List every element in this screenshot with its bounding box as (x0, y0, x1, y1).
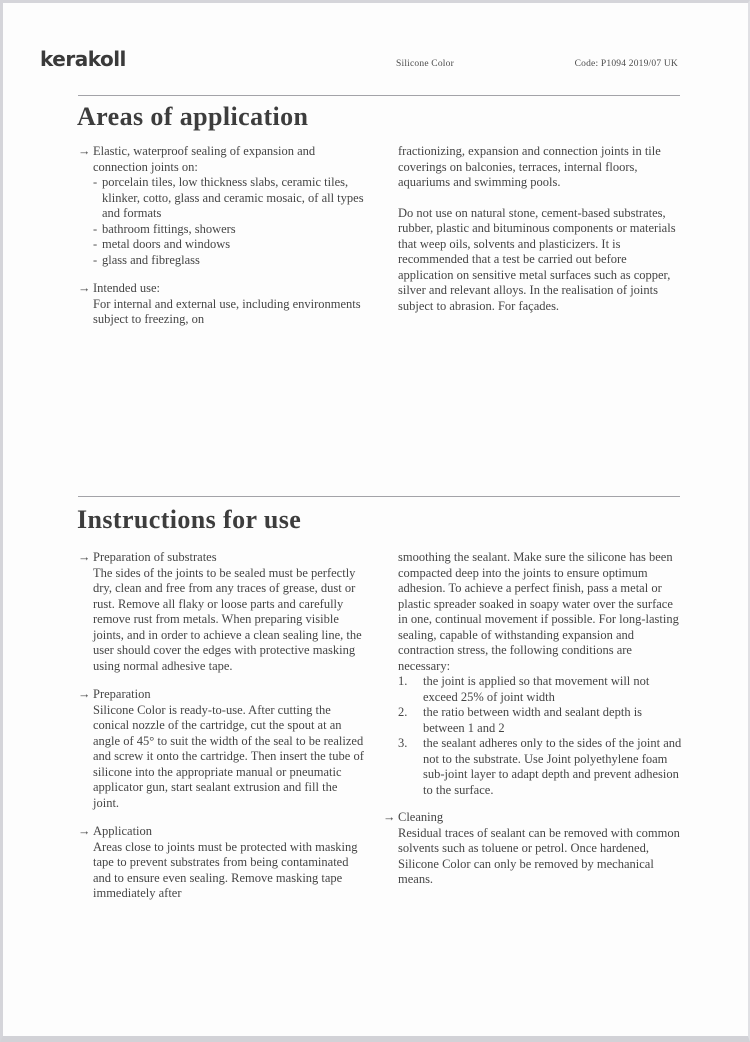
list-text: the sealant adheres only to the sides of the joint and not to the substrate. Use Joint polyethylene foam sub-joint layer to adapt depth and prevent adhesion to the surface. (423, 736, 682, 797)
instructions-columns (78, 550, 684, 902)
product-name: Silicone Color (396, 59, 454, 69)
sub-list-text: metal doors and windows (102, 237, 231, 251)
sub-heading: Application (93, 824, 153, 838)
arrow-marker-icon: → (78, 687, 91, 701)
areas-right-column (398, 144, 684, 328)
list-number: 2. (398, 705, 408, 719)
sub-list-text: porcelain tiles, low thickness slabs, ceramic tiles, klinker, cotto, glass and ceramic mosaic, of all types and formats (102, 175, 364, 220)
numbered-list-item (398, 736, 684, 798)
sub-heading: Preparation (93, 687, 151, 701)
paragraph: The sides of the joints to be sealed must be perfectly dry, clean and free from any traces of grease, dust or rust. Remove all flaky or loose parts and carefully remove rust from metals. When preparing visible joints, and in order to achieve a clean sealing line, the user should cover the edges with protective masking using normal adhesive tape. (93, 565, 362, 673)
paragraph: Silicone Color is ready-to-use. After cutting the conical nozzle of the cartridge, cut the spout at an angle of 45° to suit the width of the seal to be realized and screw it onto the cartridge. Then insert the tube of silicone into the appropriate manual or pneumatic applicator gun, start sealant extrusion and fill the joint. (93, 702, 364, 810)
document-code: Code: P1094 2019/07 UK (574, 59, 678, 69)
instructions-for-use-title: Instructions for use (77, 505, 302, 534)
areas-bullet-sealing (78, 144, 366, 268)
bullet-preparation (78, 687, 366, 811)
dash-marker-icon: - (93, 221, 98, 236)
arrow-marker-icon: → (78, 281, 91, 295)
numbered-list-item (398, 674, 684, 705)
bullet-cleaning (383, 810, 684, 888)
list-number: 1. (398, 674, 408, 688)
arrow-marker-icon: → (78, 824, 91, 838)
paragraph: Do not use on natural stone, cement-based substrates, rubber, plastic and bituminous components or materials that weep oils, solvents and plasticizers. It is recommended that a test be carried out before application on sensitive metal surfaces such as copper, silver and relevant alloys. In the realisation of joints subject to abrasion. For façades. (398, 205, 676, 313)
list-text: the ratio between width and sealant depth is between 1 and 2 (423, 705, 643, 735)
numbered-list-item (398, 705, 684, 736)
arrow-marker-icon: → (383, 810, 396, 824)
paragraph: fractionizing, expansion and connection joints in tile coverings on balconies, terraces, internal floors, aquariums and swimming pools. (398, 144, 661, 189)
bullet-application (78, 824, 366, 902)
paragraph: smoothing the sealant. Make sure the silicone has been compacted deep into the joints to ensure optimum adhesion. To achieve a perfect finish, pass a metal or plastic spreader soaked in soapy water over the surface in one, continual movement if possible. For long-lasting sealing, capable of withstanding expansion and contraction stress, the following conditions are necessary: (398, 550, 679, 673)
list-number: 3. (398, 736, 408, 750)
sub-heading: Intended use: (93, 281, 160, 295)
dash-marker-icon: - (93, 237, 98, 251)
arrow-marker-icon: → (78, 550, 91, 564)
arrow-marker-icon: → (78, 144, 91, 158)
paragraph: Areas close to joints must be protected with masking tape to prevent substrates from being contaminated and to ensure even sealing. Remove masking tape immediately after (93, 839, 358, 900)
sub-heading: Cleaning (398, 810, 444, 824)
header-divider (78, 95, 680, 96)
sub-heading: Preparation of substrates (93, 550, 217, 564)
kerakoll-logo: kerakoll (40, 47, 126, 71)
dash-marker-icon: - (93, 175, 98, 189)
areas-bullet-intended-use (78, 281, 366, 328)
sub-list-item (93, 175, 366, 222)
paragraph: Elastic, waterproof sealing of expansion and connection joints on: (93, 144, 316, 174)
areas-of-application-title: Areas of application (77, 102, 309, 131)
list-text: the joint is applied so that movement will not exceed 25% of joint width (423, 674, 650, 704)
bullet-preparation-of-substrates (78, 550, 366, 674)
sub-list-item (93, 237, 366, 253)
sub-list-item (93, 253, 366, 269)
areas-left-column (78, 144, 366, 328)
paragraph: Residual traces of sealant can be removed with common solvents such as toluene or petrol. Once hardened, Silicone Color can only be removed by mechanical means. (398, 825, 680, 886)
instructions-left-column (78, 550, 366, 902)
sub-list-item (93, 222, 366, 238)
section-divider (78, 496, 680, 497)
paragraph: For internal and external use, including environments subject to freezing, on (93, 296, 361, 326)
instructions-right-column (383, 550, 684, 902)
sub-list-text: bathroom fittings, showers (102, 221, 236, 236)
dash-marker-icon: - (93, 252, 98, 267)
areas-columns (78, 144, 684, 328)
sub-list-text: glass and fibreglass (102, 252, 200, 267)
